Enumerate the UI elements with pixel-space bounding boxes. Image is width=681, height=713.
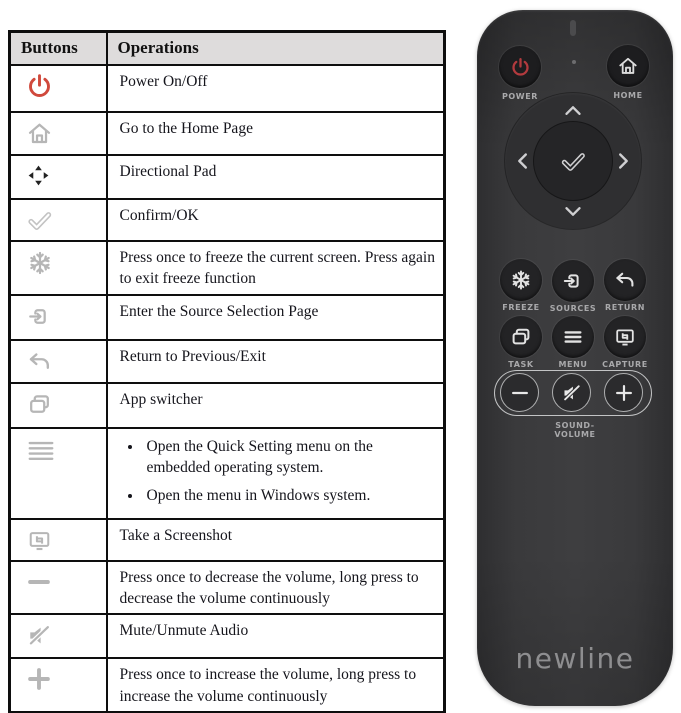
table-row (10, 561, 445, 615)
screenshot-icon (26, 527, 53, 554)
table-header-row (10, 32, 445, 65)
operation-text: Power On/Off (119, 72, 208, 90)
app-switcher-icon (26, 391, 53, 418)
confirm-icon (557, 145, 589, 177)
operation-text: Press once to increase the volume, long press to increase the volume continuously (119, 666, 417, 705)
table-row (10, 658, 445, 712)
button-operations-table (8, 30, 446, 713)
led-indicator (570, 20, 576, 36)
volume-up-icon (613, 382, 635, 404)
table-row (10, 155, 445, 199)
operation-bullet-list (126, 436, 436, 507)
task-label: TASK (508, 360, 534, 369)
remote-home-button (607, 45, 649, 87)
operation-text: Go to the Home Page (119, 119, 253, 137)
bullet-item: • Open the Quick Setting menu on the embedded operating system. (143, 436, 436, 479)
sound-volume-label: SOUND-VOLUME (554, 421, 596, 439)
app-switcher-icon (509, 325, 533, 349)
remote-power-button (499, 46, 541, 88)
home-label: HOME (613, 91, 643, 100)
mute-icon (26, 622, 53, 649)
table-row (10, 295, 445, 340)
operation-text: Return to Previous/Exit (119, 347, 266, 365)
confirm-button (533, 121, 613, 201)
operation-text: Mute/Unmute Audio (119, 622, 249, 640)
mute-icon (561, 382, 583, 404)
table-row (10, 428, 445, 519)
remote-sources-button (552, 260, 594, 302)
remote-capture-button (604, 316, 646, 358)
return-icon (26, 348, 53, 375)
freeze-icon (509, 268, 533, 292)
menu-icon (26, 436, 56, 466)
volume-button-group (494, 370, 652, 416)
table-row (10, 383, 445, 428)
table-row (10, 340, 445, 383)
table-row (10, 65, 445, 112)
directional-pad (505, 93, 641, 229)
screenshot-icon (613, 325, 637, 349)
menu-icon (562, 326, 584, 348)
remote-menu-button (552, 316, 594, 358)
up-arrow-icon (560, 97, 586, 123)
remote-mute-button (552, 373, 591, 412)
buttons-column-header: Buttons (10, 32, 107, 65)
operation-text: Enter the Source Selection Page (119, 302, 319, 320)
right-arrow-icon (611, 148, 637, 174)
home-icon (617, 55, 639, 77)
remote-task-button (500, 316, 542, 358)
operation-text: App switcher (119, 390, 203, 408)
sources-label: SOURCES (549, 304, 597, 313)
source-icon (26, 303, 53, 330)
power-icon (26, 73, 53, 100)
power-label: POWER (501, 92, 539, 101)
operations-column-header: Operations (107, 32, 445, 65)
remote-control-image (477, 10, 673, 706)
capture-label: CAPTURE (602, 360, 648, 369)
volume-down-icon (509, 382, 531, 404)
table-row (10, 519, 445, 561)
return-label: RETURN (604, 303, 646, 312)
remote-freeze-button (500, 259, 542, 301)
volume-down-icon (26, 569, 52, 595)
dpad-icon (26, 163, 51, 188)
menu-label: MENU (558, 360, 588, 369)
table-row (10, 199, 445, 241)
confirm-icon (26, 207, 53, 234)
source-icon (561, 269, 585, 293)
return-icon (613, 268, 637, 292)
operation-text: Confirm/OK (119, 206, 199, 224)
left-arrow-icon (509, 148, 535, 174)
remote-volume-down-button (500, 373, 539, 412)
freeze-icon (26, 249, 54, 277)
operation-text: Directional Pad (119, 162, 217, 180)
table-row (10, 241, 445, 295)
volume-up-icon (26, 666, 52, 692)
operation-text: Press once to freeze the current screen. Press again to exit freeze function (119, 248, 435, 287)
freeze-label: FREEZE (502, 303, 540, 312)
table-row (10, 614, 445, 658)
operation-text: Press once to decrease the volume, long press to decrease the volume continuously (119, 568, 419, 607)
mic-dot (572, 60, 576, 64)
bullet-item: • Open the menu in Windows system. (143, 485, 436, 506)
power-icon (510, 57, 531, 78)
brand-logo: newline (515, 642, 635, 675)
home-icon (26, 120, 53, 147)
operation-text: Take a Screenshot (119, 526, 233, 544)
remote-return-button (604, 259, 646, 301)
remote-volume-up-button (604, 373, 643, 412)
table-row (10, 112, 445, 155)
down-arrow-icon (560, 199, 586, 225)
